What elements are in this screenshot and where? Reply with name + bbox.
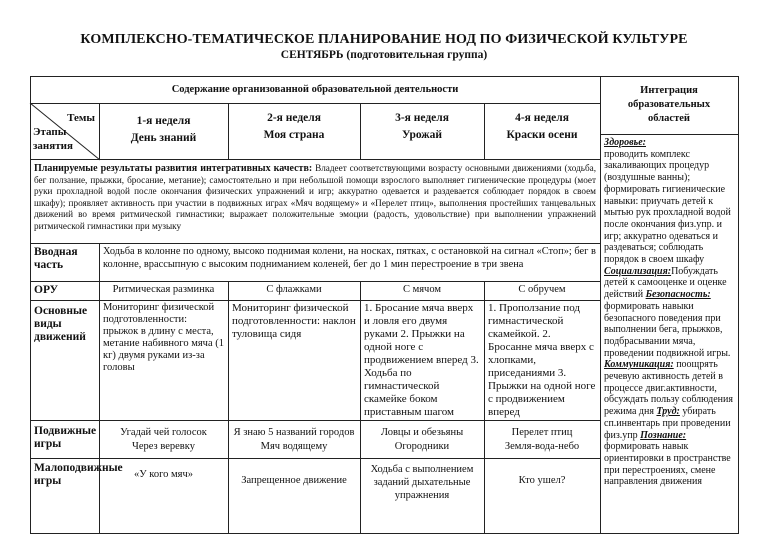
oru-label: ОРУ [30, 281, 100, 301]
corner-stages: Этапы занятия [33, 126, 73, 152]
low-week-4: Кто ушел? [484, 458, 601, 534]
mobile-week-2: Я знаю 5 названий городов Мяч водящему [228, 420, 361, 459]
mobile-week-4: Перелет птиц Земля-вода-небо [484, 420, 601, 459]
intro-text: Ходьба в колонне по одному, высоко поднимая колени, на носках, пятках, с остановкой на сигнал «Стоп»; бег в колонне, врассыпную с высоким подниманием коленей, бег до 1 мин перестроение в три звена [99, 243, 601, 282]
page-subtitle: СЕНТЯБРЬ (подготовительная группа) [280, 49, 488, 61]
integration-header: Интеграция образовательных областей [600, 76, 739, 134]
corner-themes: Темы [67, 112, 95, 124]
content-header: Содержание организованной образовательной деятельности [30, 76, 601, 104]
low-week-3: Ходьба с выполнением заданий дыхательные упражнения [360, 458, 485, 534]
week-2-header: 2-я неделя Моя страна [228, 103, 361, 160]
week-1-header: 1-я неделя День знаний [99, 103, 229, 160]
mobile-week-1: Угадай чей голосок Через веревку [99, 420, 229, 459]
oru-week-3: С мячом [360, 281, 485, 301]
week-3-header: 3-я неделя Урожай [360, 103, 485, 160]
low-week-2: Запрещенное движение [228, 458, 361, 534]
low-games-label: Малоподвижные игры [30, 458, 100, 534]
mobile-games-label: Подвижные игры [30, 420, 100, 459]
week-4-header: 4-я неделя Краски осени [484, 103, 601, 160]
low-week-1: «У кого мяч» [99, 458, 229, 534]
main-week-4: 1. Проползание под гимнастической скамейкой. 2. Бросанне мяча вверх с хлопками, приседаниями 3. Прыжки на одной ноге с продвижением вперед [484, 300, 601, 421]
page-title: КОМПЛЕКСНО-ТЕМАТИЧЕСКОЕ ПЛАНИРОВАНИЕ НОД ПО ФИЗИЧЕСКОЙ КУЛЬТУРЕ [80, 32, 688, 47]
integration-areas: Здоровье: проводить комплекс закаливающих процедур (воздушные ванны); формировать гигиенические навыки: приучать детей к мытью рук прохладной водой после окончания физ.упр. и игр; аккуратно одеваться и раздеваться; соблюдать порядок в своем шкафу Социализация:Побуждать детей к самооценке и оценке действий Безопасность: формировать навыки безопасного поведения при выполнении бега, прыжков, подбрасывании мяча, проведении подвижной игры. Коммуникация: поощрять речевую активность детей в процессе двиг.активности, обсуждать пользу соблюдения режима дня Труд: убирать сп.инвентарь при проведении физ.упр Познание: формировать навык ориентировки в пространстве при перестроениях, смене направления движения [601, 134, 738, 533]
planned-results: Планируемые результаты развития интегративных качеств: Владеет соответствующими возрасту основными движениями (ходьба, бег ползание, прыжки, бросание, метание); самостоятельно и при небольшой помощи взрослого выполняет гигиенические процедуры (моет руки прохладной водой после окончания физических упражнений и игр; аккуратно одевается и раздевается соблюдает порядок в своем шкафу); проявляет активность при участии в подвижных играх «Мяч водящему» и «Перелет птиц», выполнения простейших танцевальных движений во время ритмической гимнастики; выражает положительные эмоции (радость, удовольствие) при выполнении упражнений ритмической гимнастики при музыку [30, 159, 601, 244]
oru-week-2: С флажками [228, 281, 361, 301]
main-movements-label: Основные виды движений [30, 300, 100, 421]
oru-week-1: Ритмическая разминка [99, 281, 229, 301]
main-week-1: Мониторинг физической подготовленности: прыжок в длину с места, метание набивного мяча (1 кг) двумя руками из-за головы [99, 300, 229, 421]
intro-label: Вводная часть [30, 243, 100, 282]
main-week-2: Мониторинг физической подготовленности: наклон туловища сидя [228, 300, 361, 421]
main-week-3: 1. Бросание мяча вверх и ловля его двумя руками 2. Прыжки на одной ноге с продвижением вперед 3. Ходьба по гимнастической скамейке боком приставным шагом [360, 300, 485, 421]
corner-cell [30, 103, 100, 160]
oru-week-4: С обручем [484, 281, 601, 301]
mobile-week-3: Ловцы и обезьяны Огородники [360, 420, 485, 459]
